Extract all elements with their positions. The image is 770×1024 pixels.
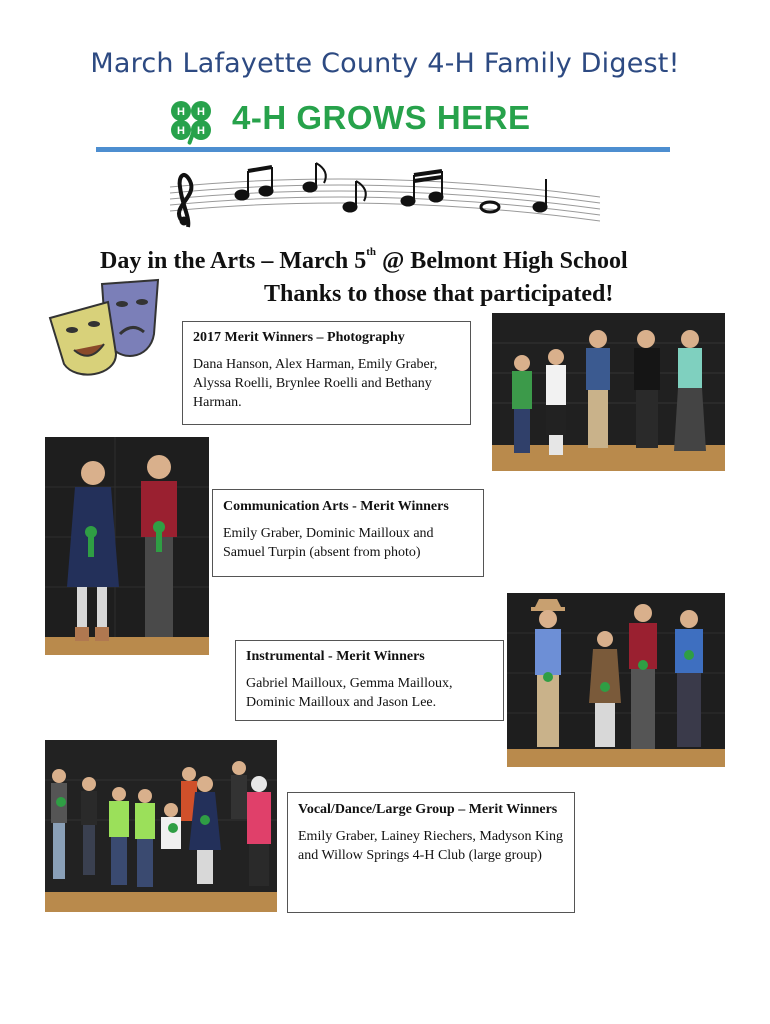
instrumental-heading: Instrumental - Merit Winners bbox=[246, 649, 425, 664]
svg-text:H: H bbox=[197, 106, 205, 118]
vocal-dance-box bbox=[287, 792, 575, 913]
theater-masks-icon bbox=[46, 278, 164, 381]
svg-text:H: H bbox=[177, 106, 185, 118]
photography-winners-box bbox=[182, 321, 471, 425]
communication-arts-box bbox=[212, 489, 484, 577]
event-thanks: Thanks to those that participated! bbox=[264, 281, 614, 307]
instrumental-names: Gabriel Mailloux, Gemma Mailloux, Dominic Mailloux and Jason Lee. bbox=[246, 676, 453, 710]
music-notes-staff bbox=[150, 157, 602, 229]
photography-winners-photo bbox=[492, 313, 725, 471]
four-h-clover-icon bbox=[163, 97, 221, 145]
photography-heading: 2017 Merit Winners – Photography bbox=[193, 330, 405, 345]
vocal-dance-names: Emily Graber, Lainey Riechers, Madyson King and Willow Springs 4-H Club (large group) bbox=[298, 829, 563, 863]
communication-arts-heading: Communication Arts - Merit Winners bbox=[223, 499, 449, 514]
svg-text:H: H bbox=[197, 125, 205, 137]
header-divider bbox=[96, 147, 670, 152]
instrumental-box bbox=[235, 640, 504, 721]
communication-arts-names: Emily Graber, Dominic Mailloux and Samuel Turpin (absent from photo) bbox=[223, 526, 434, 560]
vocal-dance-photo bbox=[45, 740, 277, 912]
page-title: March Lafayette County 4-H Family Digest! bbox=[90, 48, 680, 79]
event-heading: Day in the Arts – March 5th @ Belmont High School bbox=[100, 246, 628, 274]
vocal-dance-heading: Vocal/Dance/Large Group – Merit Winners bbox=[298, 802, 558, 817]
tagline: 4-H GROWS HERE bbox=[232, 99, 531, 136]
svg-text:H: H bbox=[177, 125, 185, 137]
photography-names: Dana Hanson, Alex Harman, Emily Graber, Alyssa Roelli, Brynlee Roelli and Bethany Harman. bbox=[193, 357, 438, 410]
communication-arts-photo bbox=[45, 437, 209, 655]
instrumental-photo bbox=[507, 593, 725, 767]
